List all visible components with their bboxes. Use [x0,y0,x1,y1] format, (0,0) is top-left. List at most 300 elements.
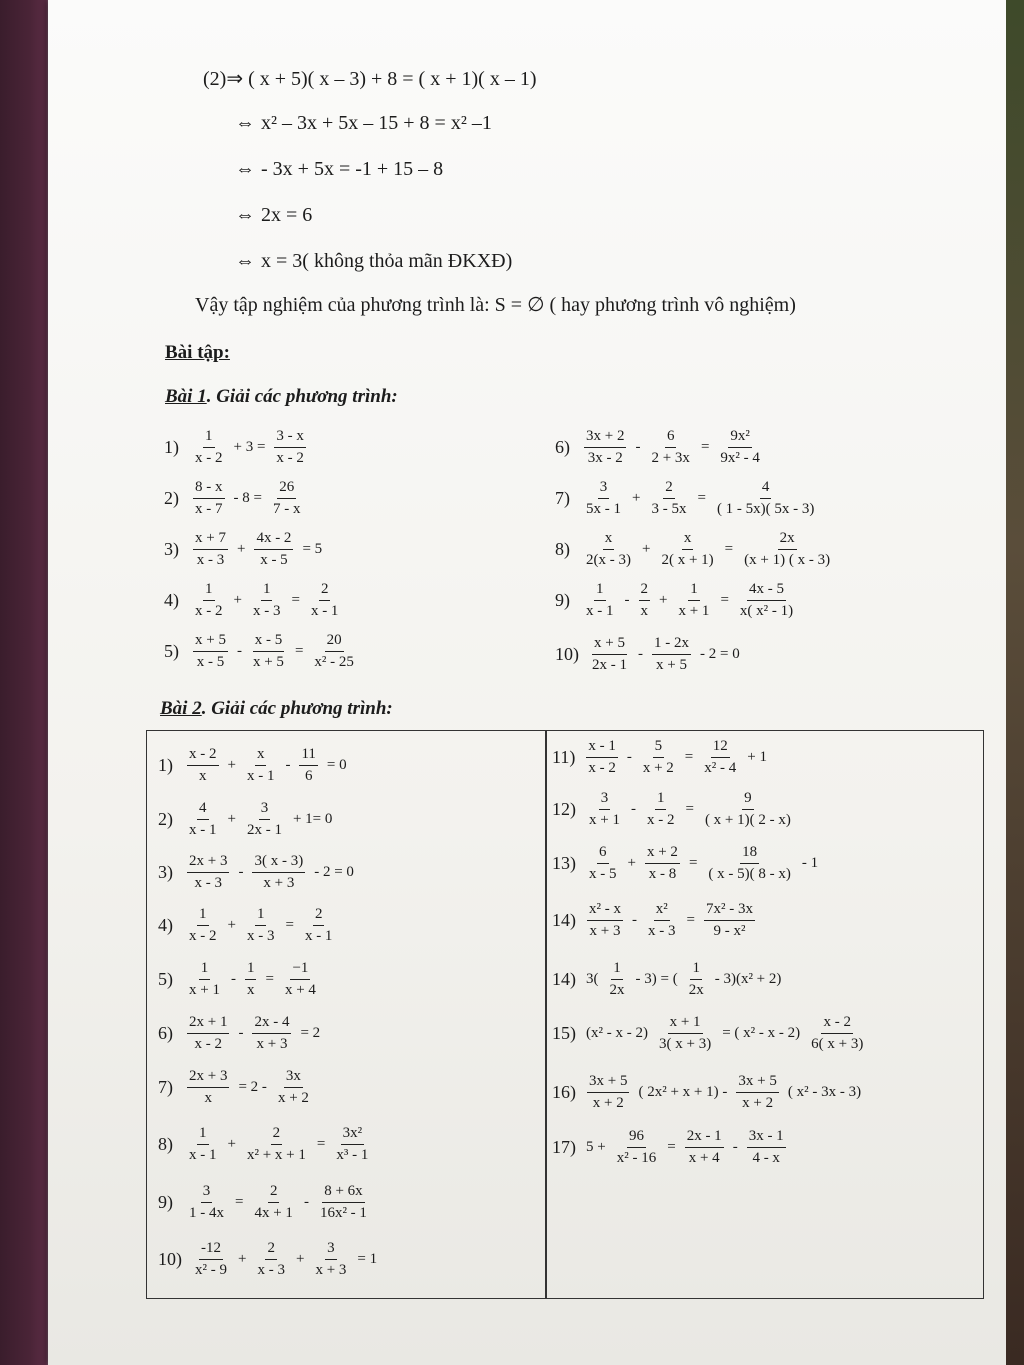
denominator: 4x + 1 [254,1204,293,1221]
fraction [299,746,317,784]
numerator: 1 [255,906,267,926]
operator: + [227,810,236,827]
exercise-item [158,1068,316,1106]
numerator: 3x² [341,1125,365,1145]
numerator: 6 [597,844,609,864]
operator: = [667,1138,676,1155]
solution-line-4 [235,204,312,227]
numerator: 12 [711,738,730,758]
operator: = 5 [302,540,323,557]
operator: 3( [586,970,599,987]
operator: - [624,591,630,608]
exercise-number: 10) [158,1248,182,1269]
equiv-symbol: ⇔ [235,158,255,180]
denominator: x + 4 [688,1149,720,1166]
denominator: 6 [304,767,313,784]
denominator: x - 2 [588,759,616,776]
operator: + [295,1250,305,1267]
exercise-item [552,844,822,882]
operator: - [230,970,236,987]
fraction [252,1183,294,1221]
fraction [309,581,341,619]
fraction [704,901,755,939]
numerator: 3x + 2 [584,428,626,448]
operator: + [227,1135,236,1152]
exercise-item [552,1014,870,1052]
exercise-item [555,581,800,619]
denominator: x + 2 [277,1089,309,1106]
exercise-number: 8) [158,1133,173,1154]
fraction [274,428,306,466]
equiv-symbol: ⇔ [235,250,255,272]
denominator: 7 - x [272,500,301,517]
fraction [703,790,793,828]
exercise-number: 15) [552,1022,576,1043]
denominator: x - 1 [246,767,275,784]
operator: = [316,1135,326,1152]
denominator: x - 5 [589,865,617,882]
operator: = [294,642,304,659]
numerator: x [255,746,267,766]
fraction [659,530,715,568]
denominator: x - 3 [246,927,275,944]
fraction [645,790,677,828]
operator: - [635,438,641,455]
operator: + [227,916,236,933]
fraction [187,1183,226,1221]
denominator: x + 2 [742,1094,774,1111]
denominator: 2 + 3x [651,449,690,466]
operator: = 2 [300,1024,321,1041]
numerator: 2 [271,1125,283,1145]
denominator: x - 2 [276,449,304,466]
fraction [187,853,229,891]
numerator: 8 - x [193,479,225,499]
denominator: x² - 4 [704,759,737,776]
exercise-item [158,1125,375,1163]
operator: - [626,748,632,765]
fraction [706,844,792,882]
numerator: 1 [197,1125,209,1145]
fraction [718,428,762,466]
fraction [587,1073,629,1111]
operator: = [285,916,294,933]
operator: + [236,540,246,557]
fraction [587,901,623,939]
denominator: ( x + 1)( 2 - x) [704,811,791,828]
solution-line-5-text: x = 3( không thỏa mãn ĐKXĐ) [261,250,513,272]
denominator: 5x - 1 [586,500,621,517]
fraction [639,581,651,619]
numerator: x - 2 [187,746,219,766]
solution-conclusion: Vậy tập nghiệm của phương trình là: S = ∅ ( hay phương trình vô nghiệm) [195,294,796,316]
fraction [245,960,257,998]
operator: = [720,591,729,608]
exercise-item [555,635,744,673]
denominator: x + 3 [589,922,621,939]
operator: - [238,1024,244,1041]
fraction [736,1073,778,1111]
fraction [747,1128,786,1166]
numerator: −1 [290,960,310,980]
numerator: 1 [594,581,606,601]
fraction [646,901,678,939]
fraction [676,581,711,619]
operator: - 8 = [233,489,262,506]
exercise-item [555,530,837,568]
denominator: 3 - 5x [651,500,687,517]
denominator: x + 1 [678,602,710,619]
numerator: x + 7 [193,530,228,550]
numerator: 2x [778,530,797,550]
exercise-item [552,1128,791,1166]
exercise-number: 2) [164,487,179,508]
operator: = [684,748,694,765]
fraction [283,960,318,998]
operator: - [285,756,291,773]
denominator: x + 5 [656,656,687,673]
numerator: 2 [319,581,331,601]
fraction [254,530,293,568]
operator: + [227,756,236,773]
fraction [615,1128,659,1166]
denominator: x + 3 [263,874,295,891]
operator: + 3 = [233,438,266,455]
numerator: 1 [203,428,215,448]
numerator: 3x + 5 [736,1073,778,1093]
operator: - 1 [801,854,819,871]
denominator: x + 2 [642,759,674,776]
numerator: 2 [639,581,651,601]
exercise-number: 9) [158,1191,173,1212]
denominator: 9x² - 4 [720,449,760,466]
denominator: x + 4 [284,981,316,998]
denominator: x + 3 [315,1261,347,1278]
fraction [245,906,277,944]
operator: = 2 - [238,1078,267,1095]
numerator: 3 [598,479,610,499]
exercise-number: 12) [552,798,576,819]
operator: - [732,1138,738,1155]
numerator: 5 [653,738,665,758]
denominator: x [199,767,207,784]
exercise-number: 14) [552,909,576,930]
fraction [252,1014,291,1052]
numerator: x + 2 [645,844,680,864]
operator: = [235,1193,244,1210]
fraction [715,479,816,517]
numerator: x + 5 [193,632,228,652]
denominator: 3( x + 3) [658,1035,712,1052]
exercise-number: 6) [158,1022,173,1043]
numerator: 9 [742,790,754,810]
numerator: 3 [325,1240,337,1260]
denominator: x - 2 [195,449,223,466]
denominator: x - 5 [196,653,225,670]
exercise-item [555,428,767,466]
operator: - [630,800,636,817]
denominator: x - 8 [648,865,677,882]
numerator: 11 [299,746,317,766]
fraction [584,428,626,466]
fraction [685,1128,724,1166]
numerator: 26 [277,479,296,499]
denominator: (x + 1) ( x - 3) [744,551,831,568]
denominator: x - 1 [310,602,339,619]
numerator: 9x² [728,428,752,448]
exercise-item [164,428,311,466]
operator: = 0 [326,756,347,773]
solution-line-2 [235,112,492,135]
operator: + 1 [747,748,767,765]
table-divider [545,731,547,1298]
operator: + [659,591,668,608]
fraction [255,1240,287,1278]
numerator: x + 5 [592,635,627,655]
denominator: x [204,1089,212,1106]
operator: + [233,591,242,608]
numerator: 1 [655,790,667,810]
exercise-number: 3) [164,538,179,559]
exercise-number: 4) [164,589,179,610]
denominator: 2x - 1 [592,656,627,673]
operator: + [632,489,641,506]
exercise-item [164,581,345,619]
numerator: 1 [261,581,273,601]
numerator: 2x + 3 [187,1068,229,1088]
numerator: 4x - 2 [254,530,293,550]
fraction [187,800,219,838]
operator: - 3) = ( [635,970,678,987]
denominator: 4 - x [752,1149,780,1166]
operator: - 3)(x² + 2) [714,970,782,987]
solution-line-2-text: x² – 3x + 5x – 15 + 8 = x² –1 [261,112,492,134]
numerator: 2 [268,1183,280,1203]
operator: - [303,1193,309,1210]
operator: = [724,540,734,557]
numerator: 3 [599,790,611,810]
numerator: x + 1 [668,1014,703,1034]
denominator: 2x [609,981,625,998]
numerator: 1 [688,581,700,601]
exercise-number: 10) [555,643,579,664]
bai1-label: Bài 1 [165,386,207,407]
fraction [608,960,627,998]
denominator: x - 3 [252,602,281,619]
exercise-number: 11) [552,746,576,767]
denominator: x + 1 [189,981,220,998]
numerator: 2x - 1 [685,1128,724,1148]
operator: ( 2x² + x + 1) - [638,1083,728,1100]
denominator: x - 2 [646,811,675,828]
operator: - 2 = 0 [314,863,354,880]
numerator: 3x + 5 [587,1073,629,1093]
numerator: x - 5 [253,632,285,652]
exercise-number: 8) [555,538,570,559]
bai1-heading [165,386,398,408]
exercise-number: 6) [555,436,570,457]
fraction [652,635,691,673]
exercise-number: 1) [158,754,173,775]
fraction [193,581,225,619]
fraction [809,1014,865,1052]
exercise-number: 1) [164,436,179,457]
bai1-text: . Giải các phương trình: [206,386,398,407]
fraction [303,906,335,944]
solution-line-1: (2)⇒ ( x + 5)( x – 3) + 8 = ( x + 1)( x – 1) [203,68,537,90]
exercise-number: 4) [158,914,173,935]
fraction [252,853,305,891]
fraction [187,746,219,784]
exercise-number: 9) [555,589,570,610]
denominator: 3x - 2 [587,449,623,466]
solution-line-3-text: - 3x + 5x = -1 + 15 – 8 [261,158,444,180]
fraction [312,632,356,670]
numerator: 4x - 5 [747,581,786,601]
fraction [641,738,676,776]
fraction [193,632,228,670]
bai2-label: Bài 2 [160,698,202,719]
operator: = [265,970,274,987]
numerator: x - 2 [821,1014,853,1034]
denominator: x - 3 [196,551,225,568]
exercise-item [552,1073,865,1111]
fraction [590,635,629,673]
numerator: 4 [760,479,772,499]
fraction [649,479,688,517]
fraction [742,530,832,568]
denominator: ( x - 5)( 8 - x) [708,865,791,882]
numerator: x [603,530,615,550]
numerator: x² - x [587,901,623,921]
numerator: 20 [325,632,344,652]
exercise-item [158,960,323,998]
exercise-item [158,853,358,891]
exercise-item [555,479,821,517]
denominator: x [246,981,255,998]
exercise-item [552,790,798,828]
numerator: 2x + 1 [187,1014,229,1034]
denominator: 9 - x² [713,922,746,939]
numerator: x - 1 [586,738,618,758]
numerator: 1 [690,960,702,980]
denominator: x - 3 [257,1261,285,1278]
numerator: 1 - 2x [652,635,691,655]
fraction [584,581,616,619]
bai2-heading [160,698,393,720]
fraction [193,428,225,466]
numerator: 2 [663,479,675,499]
operator: (x² - x - 2) [586,1024,648,1041]
denominator: x² - 25 [314,653,354,670]
numerator: 1 [199,960,211,980]
numerator: 3( x - 3) [252,853,305,873]
operator: + 1= 0 [292,810,333,827]
denominator: x + 2 [592,1094,624,1111]
exercise-item [158,800,336,838]
denominator: x - 1 [189,1146,217,1163]
fraction [649,428,691,466]
operator: = ( x² - x - 2) [722,1024,801,1041]
numerator: 3 - x [274,428,306,448]
fraction [245,800,284,838]
numerator: 2x - 4 [252,1014,291,1034]
operator: - [238,863,244,880]
denominator: 6( x + 3) [811,1035,864,1052]
fraction [687,960,706,998]
denominator: x + 3 [256,1035,288,1052]
fraction [193,479,225,517]
exercise-number: 5) [164,640,179,661]
denominator: x( x² - 1) [739,602,794,619]
numerator: 1 [611,960,623,980]
denominator: x - 1 [586,602,614,619]
fraction [313,1240,348,1278]
exercise-number: 2) [158,808,173,829]
exercise-number: 13) [552,852,576,873]
denominator: x - 3 [194,874,222,891]
exercise-number: 14) [552,968,576,989]
numerator: 1 [203,581,215,601]
numerator: 7x² - 3x [704,901,755,921]
fraction [657,1014,713,1052]
exercises-heading: Bài tập: [165,342,230,363]
fraction [645,844,680,882]
denominator: x [640,602,648,619]
exercise-item [164,530,326,568]
fraction [738,581,795,619]
operator: - 2 = 0 [700,645,740,662]
denominator: x - 2 [189,927,217,944]
fraction [193,1240,229,1278]
fraction [187,906,219,944]
denominator: 2x - 1 [246,821,282,838]
numerator: 3x [284,1068,303,1088]
numerator: 18 [740,844,759,864]
exercise-item [158,1014,324,1052]
operator: ( x² - 3x - 3) [787,1083,862,1100]
denominator: 2(x - 3) [586,551,631,568]
exercise-item [552,901,760,939]
fraction [187,1014,229,1052]
operator: - [236,642,242,659]
denominator: ( 1 - 5x)( 5x - 3) [716,500,815,517]
fraction [187,1125,219,1163]
numerator: 3 [259,800,271,820]
exercise-number: 3) [158,861,173,882]
solution-line-4-text: 2x = 6 [261,204,313,226]
numerator: 3x - 1 [747,1128,786,1148]
numerator: 8 + 6x [322,1183,364,1203]
fraction [587,844,619,882]
solution-line-5 [235,250,512,273]
fraction [334,1125,370,1163]
exercise-number: 7) [555,487,570,508]
denominator: x - 2 [194,1035,222,1052]
numerator: 1 [245,960,257,980]
exercise-item [164,479,307,517]
operator: 5 + [586,1138,606,1155]
numerator: 6 [665,428,677,448]
fraction [193,530,228,568]
denominator: x² - 16 [616,1149,657,1166]
denominator: x - 1 [189,821,217,838]
exercise-number: 16) [552,1081,576,1102]
operator: = [685,800,694,817]
fraction [271,479,303,517]
numerator: 1 [197,906,209,926]
operator: = [697,489,706,506]
